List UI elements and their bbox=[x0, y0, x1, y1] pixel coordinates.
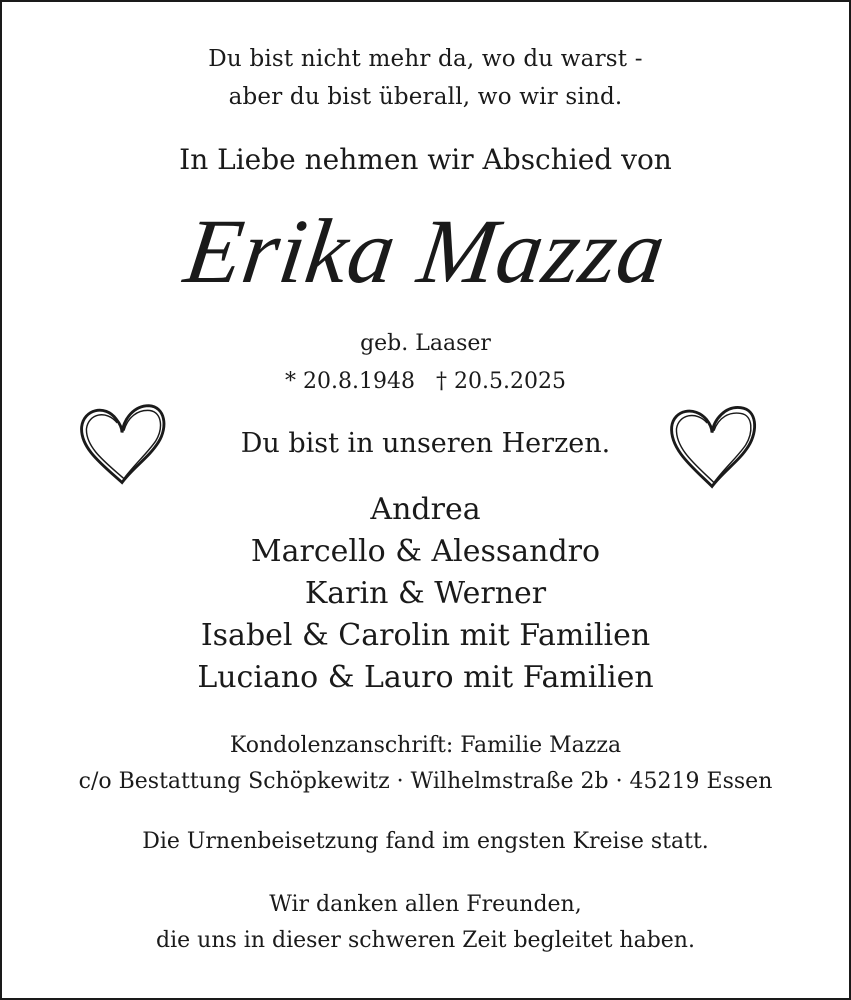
intro-text: In Liebe nehmen wir Abschied von bbox=[179, 143, 672, 176]
deceased-name: Erika Mazza bbox=[179, 200, 672, 302]
family-member: Luciano & Lauro mit Familien bbox=[197, 660, 654, 695]
family-member: Karin & Werner bbox=[304, 576, 547, 611]
life-dates: * 20.8.1948 † 20.5.2025 bbox=[285, 369, 566, 394]
thanks-line-1: Wir danken allen Freunden, bbox=[269, 892, 582, 917]
condolence-address-label: Kondolenzanschrift: Familie Mazza bbox=[229, 733, 622, 758]
quote-line-1: Du bist nicht mehr da, wo du warst - bbox=[208, 46, 643, 72]
burial-note: Die Urnenbeisetzung fand im engsten Kreise statt. bbox=[142, 829, 709, 854]
maiden-name: geb. Laaser bbox=[360, 331, 491, 356]
family-member: Andrea bbox=[370, 492, 481, 527]
family-member: Isabel & Carolin mit Familien bbox=[200, 618, 651, 653]
condolence-address: c/o Bestattung Schöpkewitz · Wilhelmstraße 2b · 45219 Essen bbox=[78, 769, 773, 794]
in-hearts-text: Du bist in unseren Herzen. bbox=[240, 428, 611, 459]
quote-line-2: aber du bist überall, wo wir sind. bbox=[228, 84, 623, 110]
thanks-line-2: die uns in dieser schweren Zeit begleitet haben. bbox=[156, 928, 695, 953]
family-member: Marcello & Alessandro bbox=[250, 534, 601, 569]
